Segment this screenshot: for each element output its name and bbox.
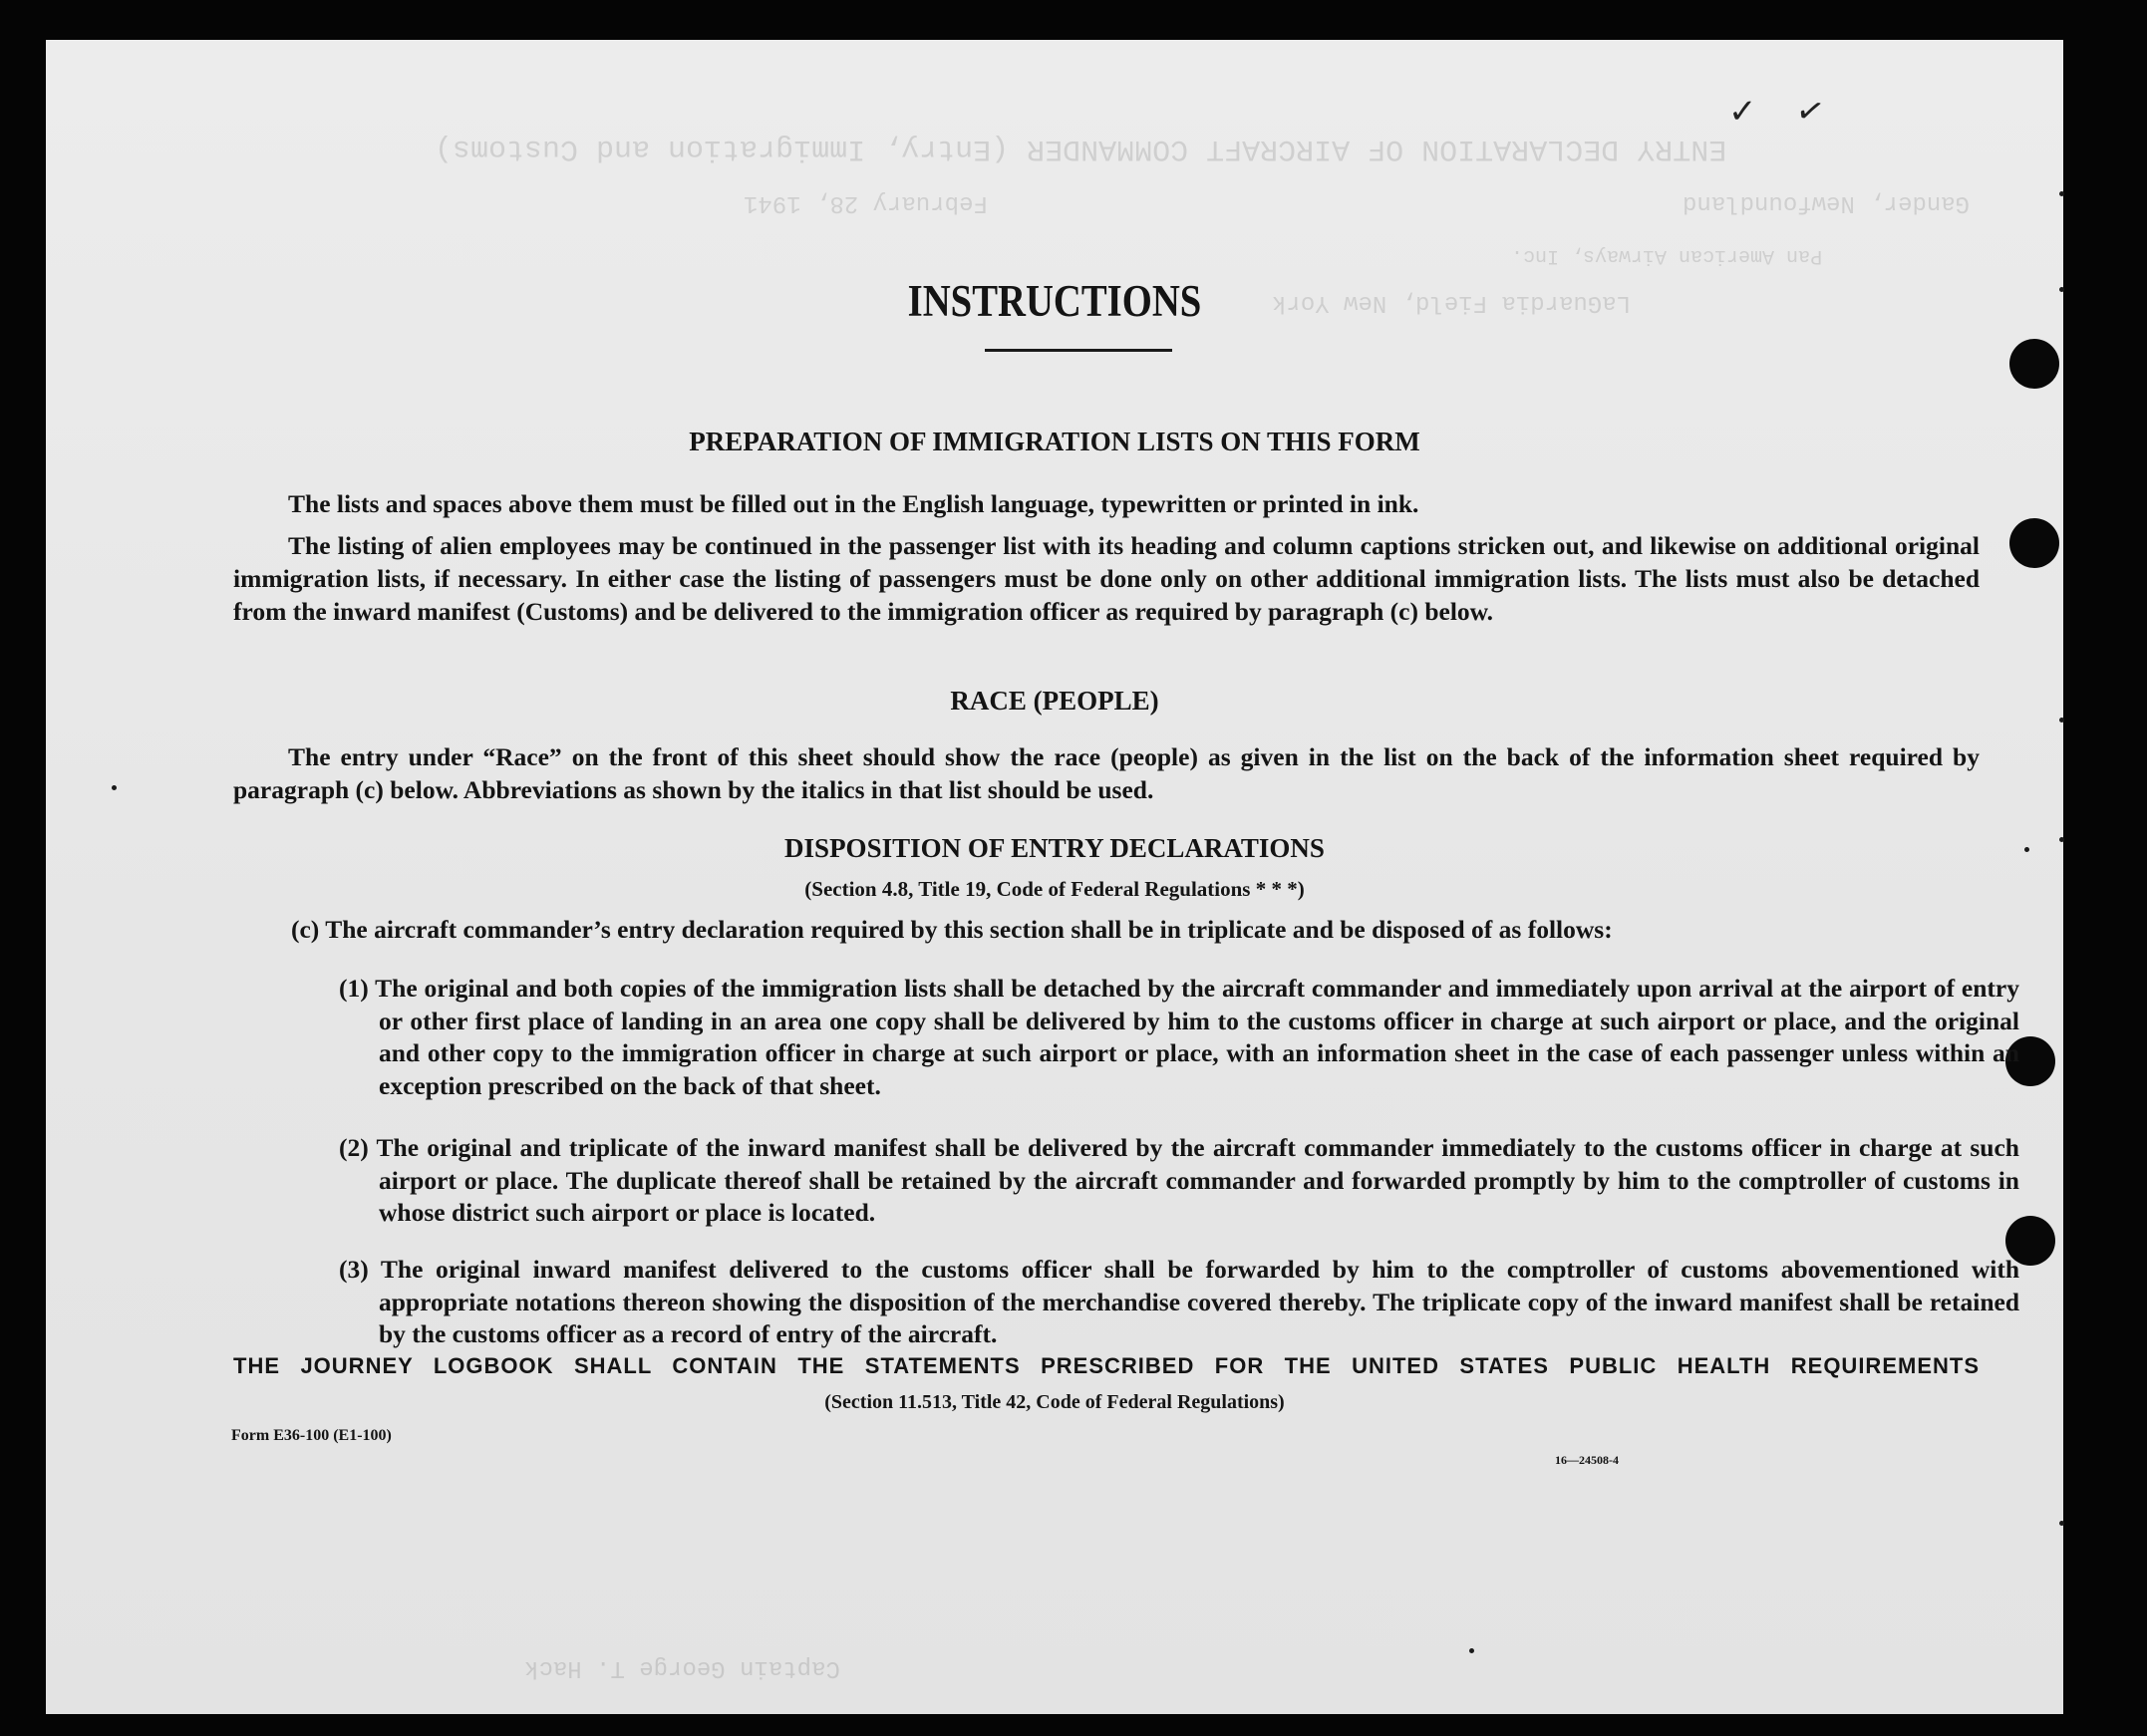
section-heading-race: RACE (PEOPLE) bbox=[950, 686, 1159, 716]
paragraph: The listing of alien employees may be continued in the passenger list with its heading and column captions stricken out, and likewise on additional original immigration lists, if necessary. In either case the listing of passengers must be done only on other additional immigration lists. The lists must also be detached from the inward manifest (Customs) and be delivered to the immigration officer as required by paragraph (c) below. bbox=[233, 531, 1980, 626]
check-mark-icon: ✓ bbox=[1728, 94, 1757, 131]
paragraph-c-intro: (c) The aircraft commander’s entry declaration required by this section shall be in triplicate and be disposed of as follows: bbox=[291, 915, 1613, 944]
document-sheet bbox=[46, 40, 2063, 1714]
punch-hole-icon bbox=[2009, 339, 2059, 389]
page-title: INSTRUCTIONS bbox=[907, 276, 1202, 326]
bleed-through-heading: ENTRY DECLARATION OF AIRCRAFT COMMANDER (Entry, Immigration and Customs) bbox=[435, 132, 1727, 165]
bleed-through-airline: Pan American Airways, Inc. bbox=[1511, 244, 1823, 267]
list-item: (1) The original and both copies of the immigration lists shall be detached by the aircraft commander and immediately upon arrival at the airport of entry or other first place of landing in an area one copy shall be delivered by him to the customs officer in charge at such airport or place, and the original and other copy to the immigration officer in charge at such airport or place, with an information sheet in the case of each passenger unless within an exception prescribed on the back of that sheet. bbox=[339, 974, 2019, 1100]
bleed-through-date: February 28, 1941 bbox=[744, 189, 988, 216]
form-number: Form E36-100 (E1-100) bbox=[231, 1427, 392, 1444]
public-health-notice: THE JOURNEY LOGBOOK SHALL CONTAIN THE STATEMENTS PRESCRIBED FOR THE UNITED STATES PUBLIC HEALTH REQUIREMENTS bbox=[233, 1353, 1980, 1378]
public-health-citation: (Section 11.513, Title 42, Code of Federal Regulations) bbox=[824, 1391, 1285, 1413]
punch-hole-icon bbox=[2009, 518, 2059, 568]
speck-icon bbox=[2059, 1521, 2064, 1526]
speck-icon bbox=[2059, 191, 2064, 196]
section-citation: (Section 4.8, Title 19, Code of Federal Regulations * * *) bbox=[804, 877, 1305, 901]
list-item: (2) The original and triplicate of the inward manifest shall be delivered by the aircraft commander immediately to the customs officer in charge at such airport or place. The duplicate thereof shall be retained by the aircraft commander and forwarded promptly by him to the comptroller of customs in whose district such airport or place is located. bbox=[339, 1133, 2019, 1227]
speck-icon bbox=[112, 785, 117, 790]
section-heading-preparation: PREPARATION OF IMMIGRATION LISTS ON THIS FORM bbox=[689, 427, 1420, 456]
speck-icon bbox=[2059, 287, 2064, 292]
list-item: (3) The original inward manifest delivered to the customs officer shall be forwarded by him to the comptroller of customs abovementioned with appropriate notations thereon showing the disposition of the merchandise covered thereby. The triplicate copy of the inward manifest shall be retained by the customs officer as a record of entry of the aircraft. bbox=[339, 1255, 2019, 1348]
paragraph: The lists and spaces above them must be filled out in the English language, typewritten or printed in ink. bbox=[288, 489, 1419, 518]
paragraph: The entry under “Race” on the front of this sheet should show the race (people) as given in the list on the back of the information sheet required by paragraph (c) below. Abbreviations as shown by the italics in that list should be used. bbox=[233, 742, 1980, 804]
bleed-through-place: Gander, Newfoundland bbox=[1683, 189, 1971, 216]
print-code: 16—24508-4 bbox=[1555, 1453, 1619, 1467]
section-heading-disposition: DISPOSITION OF ENTRY DECLARATIONS bbox=[784, 833, 1325, 863]
speck-icon bbox=[2059, 718, 2064, 723]
bleed-through-captain: Captain George T. Hack bbox=[524, 1654, 840, 1681]
title-underline bbox=[985, 349, 1172, 352]
bleed-through-airport: LaGuardia Field, New York bbox=[1272, 289, 1632, 316]
check-mark-icon: ✓ bbox=[1792, 91, 1828, 134]
speck-icon bbox=[1469, 1648, 1474, 1653]
